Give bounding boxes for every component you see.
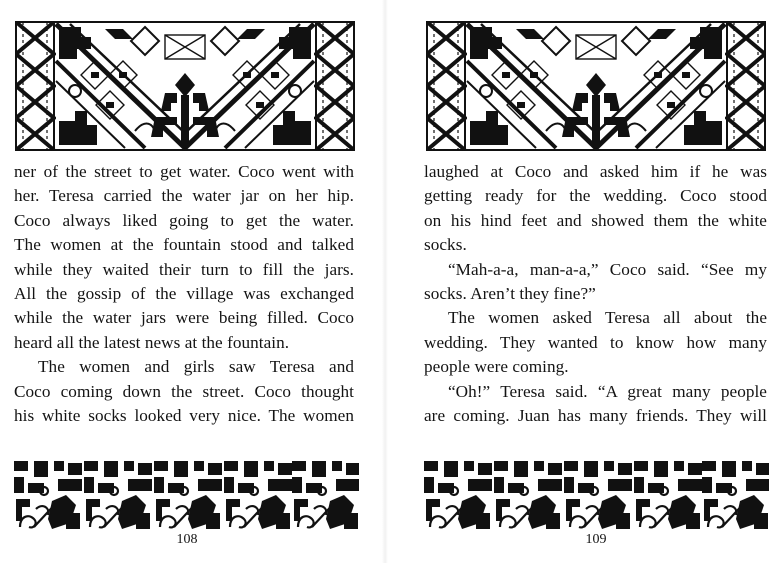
book-gutter xyxy=(382,0,388,563)
text-line: getting ready for the wedding. Coco stood xyxy=(424,186,767,206)
left-page xyxy=(0,0,380,563)
text-line: socks. Aren’t they fine?” xyxy=(424,284,596,304)
text-line: laughed at Coco and asked him if he was xyxy=(424,162,767,181)
text-line: Coco coming down the street. Coco thought xyxy=(14,381,354,401)
text-line: while the water jars were being filled. Coco xyxy=(14,308,354,328)
text-line: wedding. They wanted to know how many xyxy=(424,332,767,352)
embroidery-flower-border-ornament xyxy=(14,459,359,531)
text-line: Coco always liked going to get the water. xyxy=(14,210,354,230)
text-line: The women and girls saw Teresa and xyxy=(38,357,354,377)
text-line: while they waited their turn to fill the jars. xyxy=(14,259,354,279)
right-page xyxy=(390,0,778,563)
text-line: The women at the fountain stood and talked xyxy=(14,235,354,255)
embroidery-header-ornament xyxy=(15,21,355,151)
text-line: ner of the street to get water. Coco went with xyxy=(14,162,354,181)
embroidery-flower-border-ornament xyxy=(424,459,769,531)
embroidery-header-ornament xyxy=(426,21,766,151)
text-line: her. Teresa carried the water jar on her hip. xyxy=(14,186,354,206)
text-line: All the gossip of the village was exchanged xyxy=(14,284,354,304)
text-line: “Mah-a-a, man-a-a,” Coco said. “See my xyxy=(448,259,767,279)
text-line: on his hind feet and showed them the white xyxy=(424,210,767,230)
text-line: are coming. Juan has many friends. They will xyxy=(424,406,767,426)
left-page-body-text xyxy=(14,160,354,428)
text-line: people were coming. xyxy=(424,357,569,377)
right-page-body-text xyxy=(424,160,767,428)
text-line: The women asked Teresa all about the xyxy=(448,308,767,328)
text-line: socks. xyxy=(424,235,467,255)
page-number: 108 xyxy=(176,532,198,547)
text-line: his white socks looked very nice. The women xyxy=(14,406,354,426)
text-line: heard all the latest news at the fountain. xyxy=(14,332,290,352)
text-line: “Oh!” Teresa said. “A great many people xyxy=(448,381,767,401)
page-number: 109 xyxy=(585,532,607,547)
